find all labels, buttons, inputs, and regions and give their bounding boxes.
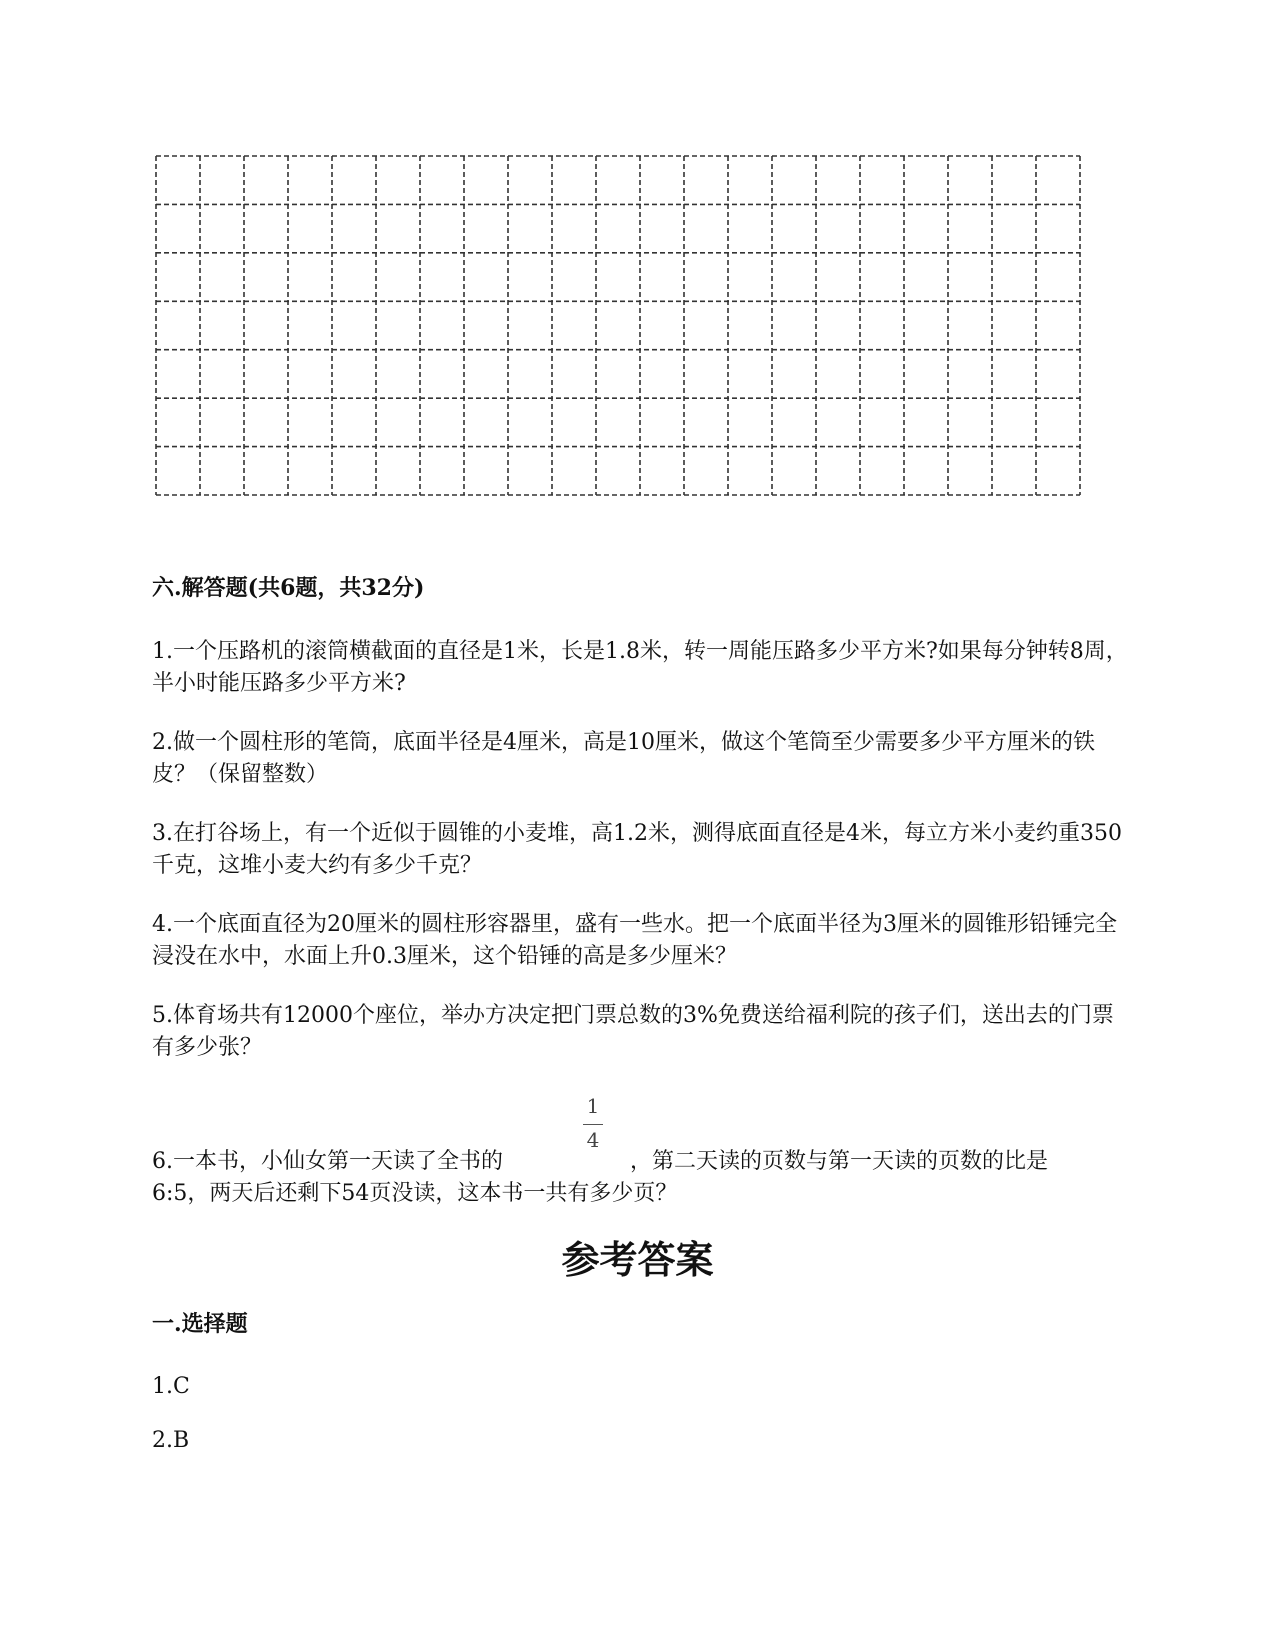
question-4: 4.一个底面直径为20厘米的圆柱形容器里，盛有一些水。把一个底面半径为3厘米的圆锥形铅锤完全浸没在水中，水面上升0.3厘米，这个铅锤的高是多少厘米？ bbox=[152, 912, 1117, 969]
writing-grid-lines bbox=[154, 155, 1084, 497]
answer-section-1-heading: 一.选择题 bbox=[152, 1311, 248, 1337]
writing-grid bbox=[154, 155, 1084, 497]
section-6-heading: 六.解答题(共6题，共32分) bbox=[152, 575, 425, 601]
fraction-bar bbox=[583, 1124, 603, 1125]
fraction-one-quarter bbox=[578, 1094, 608, 1156]
answer-item-2: 2.B bbox=[152, 1428, 190, 1453]
fraction-denominator: 4 bbox=[586, 1128, 600, 1152]
answer-key-title: 参考答案 bbox=[561, 1237, 714, 1282]
question-6-part2: ，第二天读的页数与第一天读的页数的比是 bbox=[630, 1149, 1049, 1174]
answer-item-1: 1.C bbox=[152, 1374, 190, 1399]
question-2: 2.做一个圆柱形的笔筒，底面半径是4厘米，高是10厘米，做这个笔筒至少需要多少平方厘米的铁皮？（保留整数） bbox=[152, 730, 1095, 787]
question-3: 3.在打谷场上，有一个近似于圆锥的小麦堆，高1.2米，测得底面直径是4米，每立方米小麦约重350千克，这堆小麦大约有多少千克？ bbox=[152, 821, 1122, 878]
question-1: 1.一个压路机的滚筒横截面的直径是1米，长是1.8米，转一周能压路多少平方米?如果每分钟转8周，半小时能压路多少平方米? bbox=[152, 639, 1128, 696]
question-6-line2: 6:5，两天后还剩下54页没读，这本书一共有多少页？ bbox=[152, 1181, 678, 1206]
question-5: 5.体育场共有12000个座位，举办方决定把门票总数的3%免费送给福利院的孩子们，送出去的门票有多少张？ bbox=[152, 1003, 1114, 1060]
fraction-numerator: 1 bbox=[586, 1094, 600, 1118]
question-6-part1: 6.一本书，小仙女第一天读了全书的 bbox=[152, 1149, 503, 1174]
